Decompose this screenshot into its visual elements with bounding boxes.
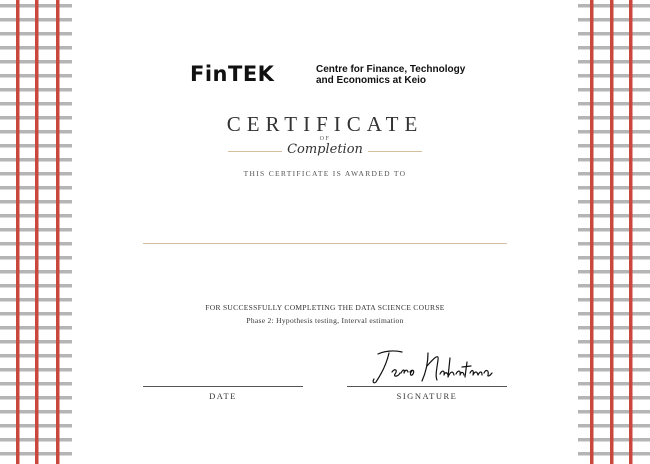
completion-rule-right [368,151,422,152]
completion-row [228,142,422,160]
border-stripe-horizontal [578,158,650,162]
decorative-border-left [0,0,72,464]
border-stripe-horizontal [578,410,650,414]
border-stripe-horizontal [578,368,650,372]
border-stripe-horizontal [578,88,650,92]
border-stripe-vertical [16,0,20,464]
border-stripe-horizontal [578,382,650,386]
date-label: DATE [209,391,237,401]
signature-line [347,386,507,387]
border-stripe-vertical [35,0,39,464]
border-stripe-horizontal [578,214,650,218]
border-stripe-vertical [610,0,614,464]
logo-subtitle-line1: Centre for Finance, Technology [316,64,466,75]
course-phase: Phase 2: Hypothesis testing, Interval estimation [246,316,404,325]
logo-subtitle [316,64,516,86]
border-stripe-horizontal [578,46,650,50]
border-stripe-vertical [590,0,594,464]
border-stripe-horizontal [578,438,650,442]
border-stripe-horizontal [578,18,650,22]
border-stripe-horizontal [578,298,650,302]
recipient-name-line [143,243,507,244]
border-stripe-horizontal [578,340,650,344]
border-stripe-horizontal [578,452,650,456]
handwritten-signature [368,348,496,388]
border-stripe-horizontal [578,60,650,64]
border-stripe-horizontal [578,74,650,78]
border-stripe-horizontal [578,186,650,190]
border-stripe-horizontal [578,4,650,8]
signature-label: SIGNATURE [396,391,458,401]
logo-subtitle-line2: and Economics at Keio [316,75,427,86]
course-description: FOR SUCCESSFULLY COMPLETING THE DATA SCIENCE COURSE [205,303,445,312]
border-stripe-horizontal [578,270,650,274]
border-stripe-horizontal [578,284,650,288]
decorative-border-right [578,0,650,464]
certificate-heading: CERTIFICATE [226,112,424,136]
border-stripe-vertical [629,0,633,464]
border-stripe-horizontal [578,228,650,232]
logo-mark: FinTEK [190,62,275,86]
date-line [143,386,303,387]
border-stripe-horizontal [578,396,650,400]
border-stripe-horizontal [578,354,650,358]
border-stripe-horizontal [578,326,650,330]
border-stripe-horizontal [578,256,650,260]
border-stripe-horizontal [578,424,650,428]
organization-logo [186,62,506,92]
border-stripe-horizontal [578,200,650,204]
border-stripe-horizontal [578,144,650,148]
border-stripe-horizontal [578,242,650,246]
certificate-of: OF [319,136,331,142]
border-stripe-horizontal [578,312,650,316]
border-stripe-vertical [56,0,60,464]
completion-text: Completion [287,142,363,157]
awarded-to-text: THIS CERTIFICATE IS AWARDED TO [243,169,407,178]
border-stripe-horizontal [578,32,650,36]
border-stripe-horizontal [578,102,650,106]
